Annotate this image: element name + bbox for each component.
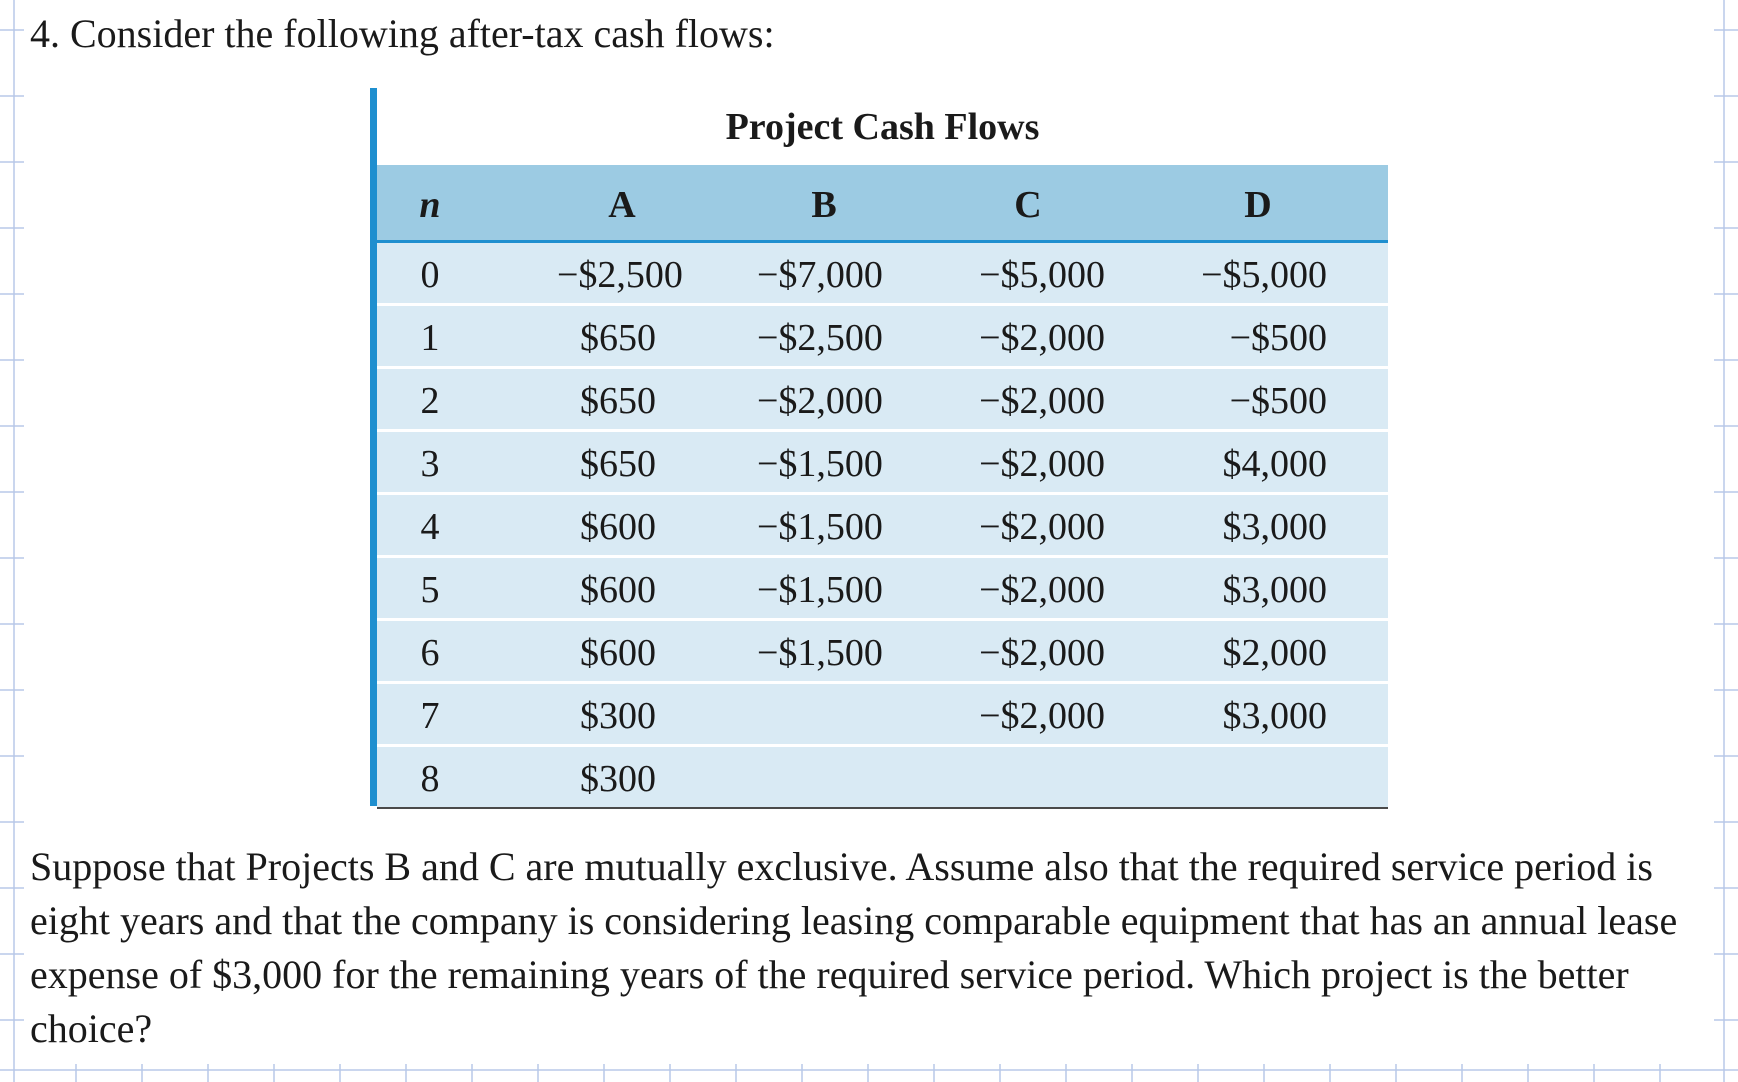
header-d: D bbox=[1244, 184, 1272, 226]
table-title: Project Cash Flows bbox=[725, 106, 1040, 148]
cell-n: 0 bbox=[420, 254, 440, 296]
cell-a: $300 bbox=[580, 758, 656, 800]
question-heading: 4. Consider the following after-tax cash flows: bbox=[30, 11, 775, 56]
cell-n: 4 bbox=[420, 506, 440, 548]
cell-a: $650 bbox=[580, 443, 656, 485]
cell-a: $300 bbox=[580, 695, 656, 737]
cell-b: −$2,500 bbox=[757, 317, 883, 359]
cell-c: −$2,000 bbox=[979, 380, 1105, 422]
table-row bbox=[377, 684, 1388, 747]
header-a: A bbox=[608, 184, 636, 226]
cell-a: $600 bbox=[580, 632, 656, 674]
table-row bbox=[377, 558, 1388, 621]
cell-c: −$2,000 bbox=[979, 443, 1105, 485]
cell-a: $600 bbox=[580, 506, 656, 548]
cell-c bbox=[977, 747, 1105, 807]
cell-d: −$500 bbox=[1229, 380, 1327, 422]
cell-a: $650 bbox=[580, 317, 656, 359]
header-b: B bbox=[811, 184, 837, 226]
cell-n: 2 bbox=[420, 380, 440, 422]
cell-n: 5 bbox=[420, 569, 440, 611]
cell-b: −$7,000 bbox=[757, 254, 883, 296]
cell-a: $650 bbox=[580, 380, 656, 422]
cell-b bbox=[757, 747, 873, 807]
header-c: C bbox=[1014, 184, 1042, 226]
cell-b: −$1,500 bbox=[757, 632, 883, 674]
cell-n: 3 bbox=[420, 443, 440, 485]
table-row bbox=[377, 432, 1388, 495]
table-header-row bbox=[377, 165, 1388, 243]
cell-d: $3,000 bbox=[1222, 569, 1327, 611]
table-accent-bar bbox=[370, 88, 377, 806]
cell-d: −$5,000 bbox=[1201, 254, 1327, 296]
cell-c: −$5,000 bbox=[979, 254, 1105, 296]
table-row bbox=[377, 747, 1388, 809]
cell-d bbox=[1177, 747, 1327, 807]
cell-c: −$2,000 bbox=[979, 632, 1105, 674]
cash-flow-table bbox=[370, 88, 1388, 806]
cell-b: −$1,500 bbox=[757, 569, 883, 611]
cell-c: −$2,000 bbox=[979, 317, 1105, 359]
cell-n: 7 bbox=[420, 695, 440, 737]
table-row bbox=[377, 306, 1388, 369]
cell-n: 8 bbox=[420, 758, 440, 800]
header-n: n bbox=[419, 184, 441, 226]
cell-a: −$2,500 bbox=[557, 254, 683, 296]
cell-b: −$2,000 bbox=[757, 380, 883, 422]
cell-c: −$2,000 bbox=[979, 695, 1105, 737]
table-row bbox=[377, 243, 1388, 306]
cell-d: −$500 bbox=[1229, 317, 1327, 359]
cell-d: $3,000 bbox=[1222, 506, 1327, 548]
cell-b: −$1,500 bbox=[757, 443, 883, 485]
cell-d: $4,000 bbox=[1222, 443, 1327, 485]
table-body bbox=[377, 243, 1388, 809]
cell-d: $3,000 bbox=[1222, 695, 1327, 737]
cell-c: −$2,000 bbox=[979, 569, 1105, 611]
cell-d: $2,000 bbox=[1222, 632, 1327, 674]
table-row bbox=[377, 621, 1388, 684]
table-row bbox=[377, 495, 1388, 558]
cell-n: 1 bbox=[420, 317, 440, 359]
cell-n: 6 bbox=[420, 632, 440, 674]
cell-c: −$2,000 bbox=[979, 506, 1105, 548]
cell-b: −$1,500 bbox=[757, 506, 883, 548]
question-body: Suppose that Projects B and C are mutually exclusive. Assume also that the required service period is eight years and that the company is considering leasing comparable equipment that has an annual lease expense of $3,000 for the remaining years of the required service period. Which project is the better choice? bbox=[30, 844, 1678, 1051]
cell-b bbox=[757, 684, 873, 744]
cell-a: $600 bbox=[580, 569, 656, 611]
table-row bbox=[377, 369, 1388, 432]
